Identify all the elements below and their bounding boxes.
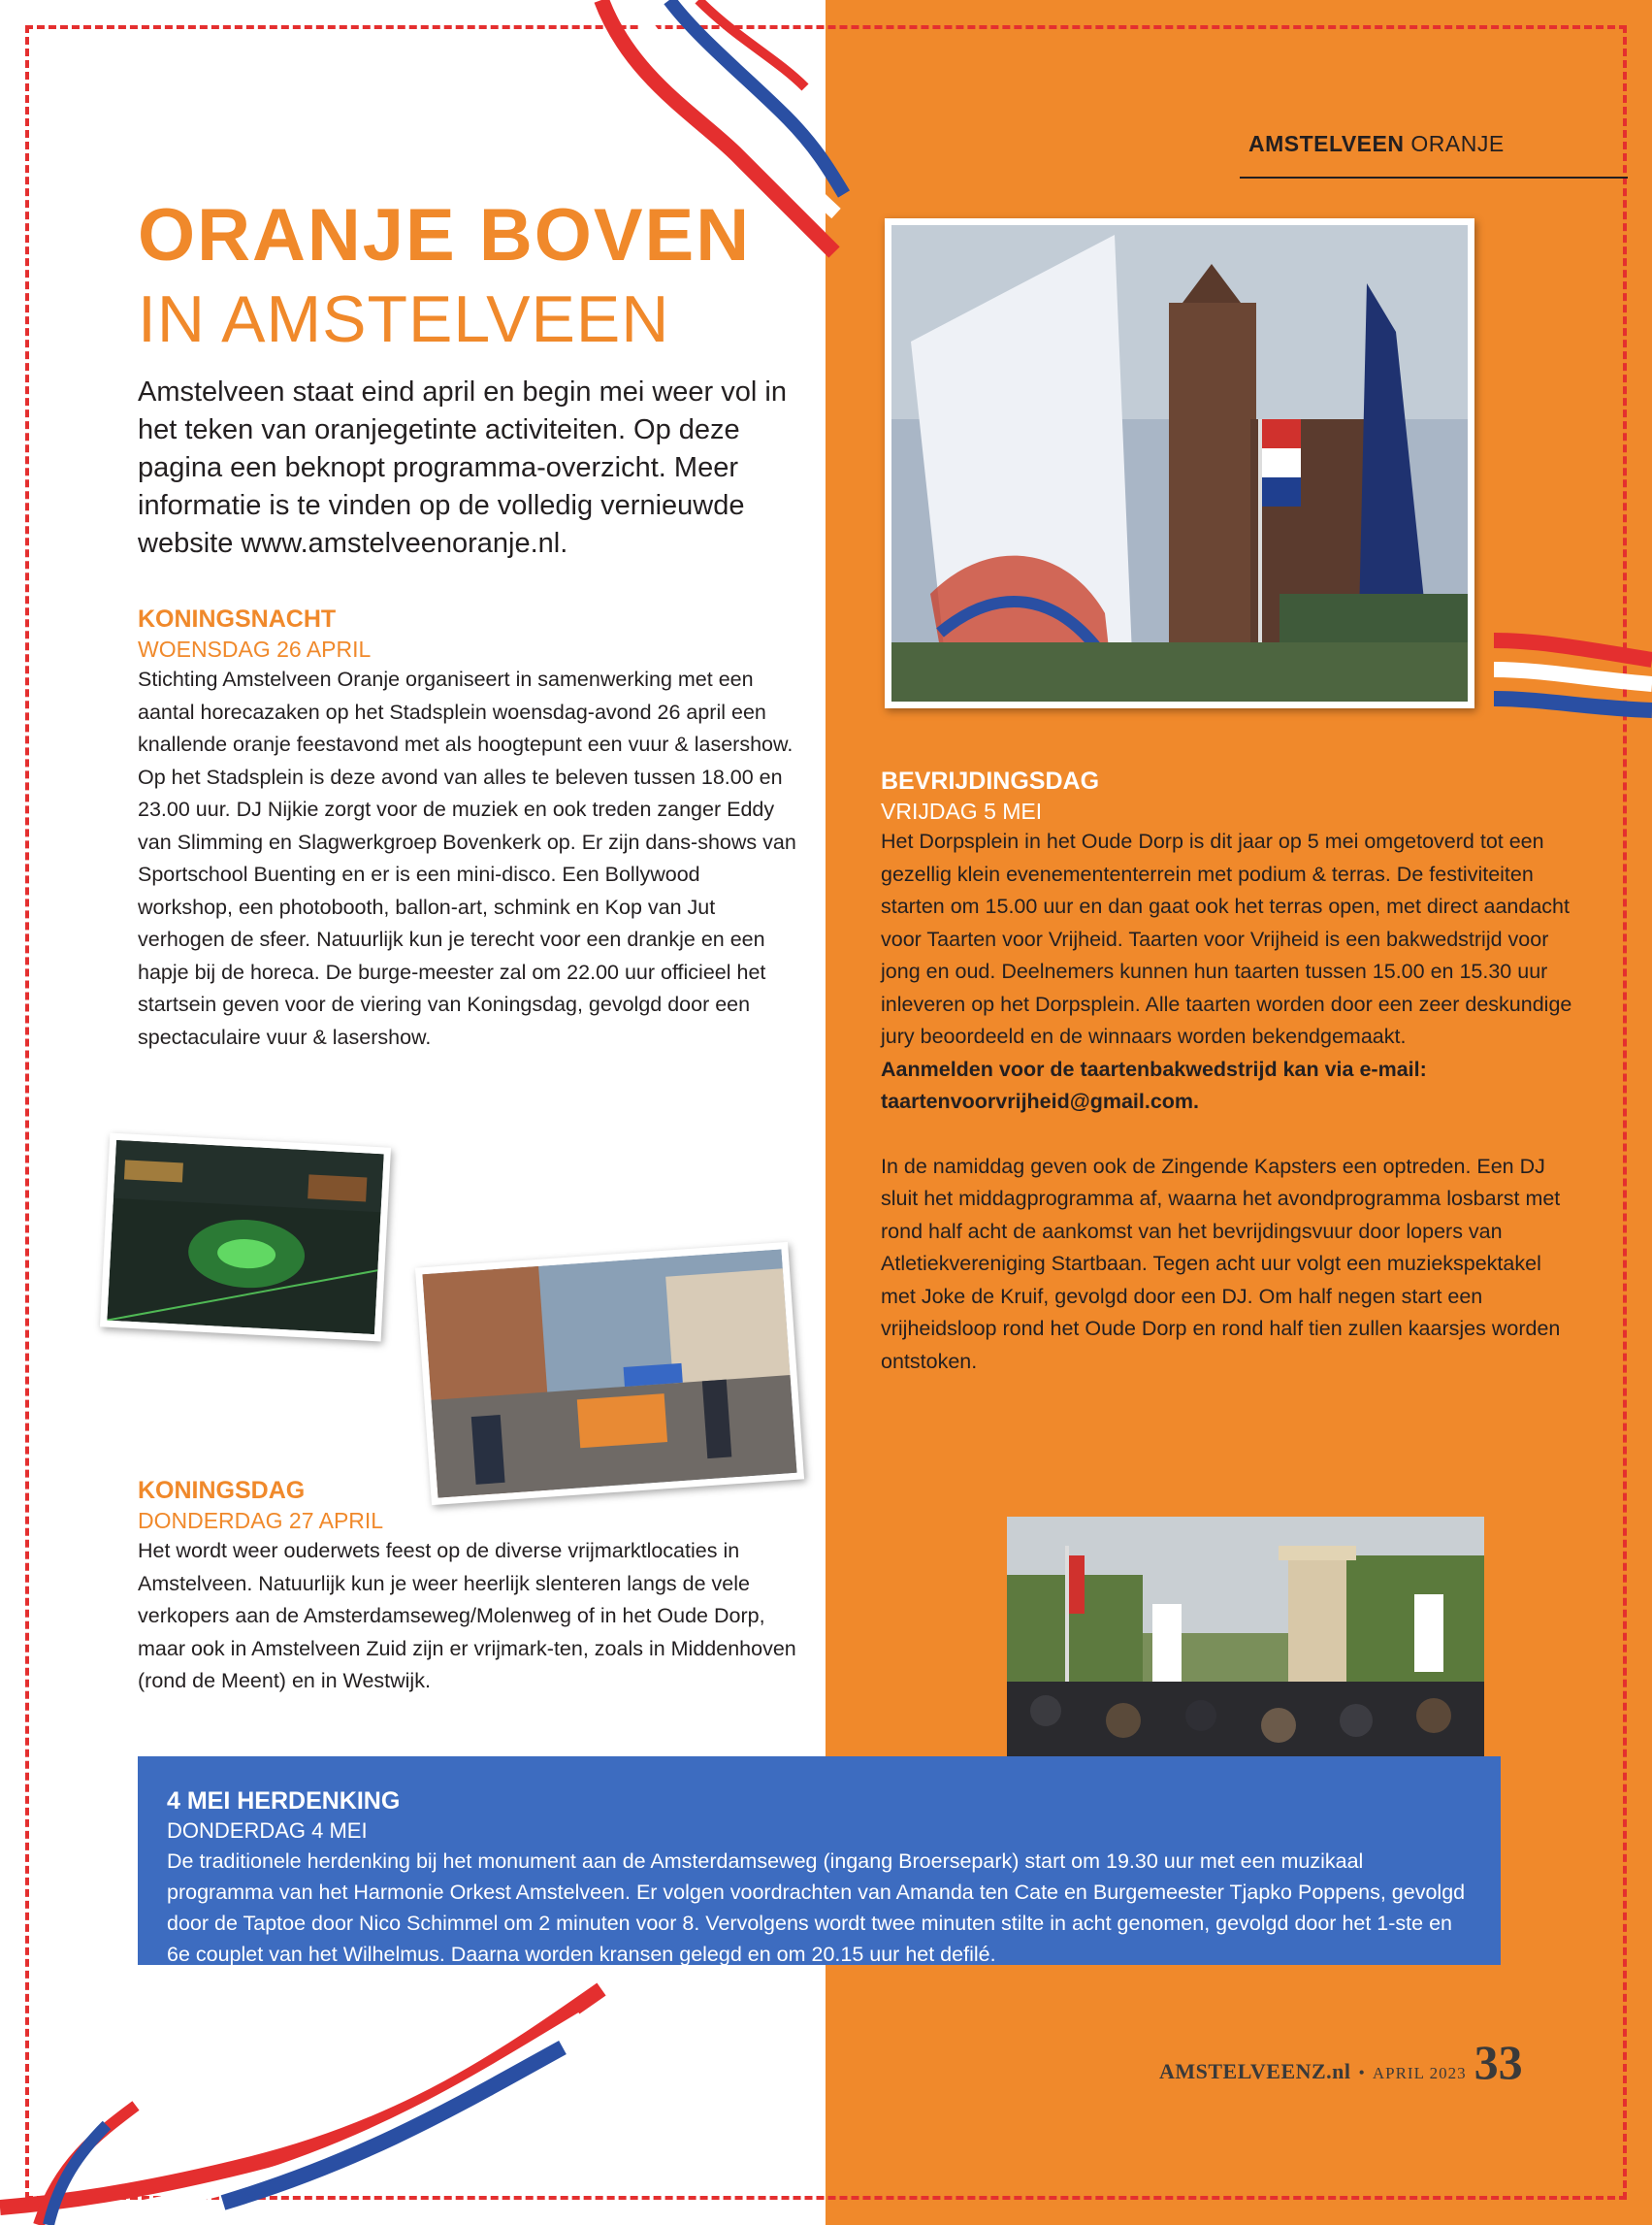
section-label-bold: AMSTELVEEN bbox=[1248, 131, 1405, 156]
footer-separator: • bbox=[1358, 2063, 1365, 2082]
koningsdag-text: Het wordt weer ouderwets feest op de diverse vrijmarktlocaties in Amstelveen. Natuurlijk kun je weer heerlijk slenteren langs de vele verkopers aan de Amsterdamseweg/Molenweg of in het Oude Dorp, maar ook in Amstelveen Zuid zijn er vrijmark-ten, zoals in Middenhoven (rond de Meent) en in Westwijk. bbox=[138, 1539, 796, 1692]
herdenking-title: 4 MEI HERDENKING bbox=[167, 1787, 401, 1815]
bevrijdingsdag-title: BEVRIJDINGSDAG bbox=[881, 768, 1100, 795]
koningsnacht-date: WOENSDAG 26 APRIL bbox=[138, 637, 372, 662]
section-label bbox=[1248, 131, 1505, 157]
footer-brand: AMSTELVEENZ.nl bbox=[1159, 2059, 1351, 2083]
page-number: 33 bbox=[1474, 2035, 1523, 2089]
koningsnacht-text: Stichting Amstelveen Oranje organiseert in samenwerking met een aantal horecazaken op het Stadsplein woensdag-avond 26 april een knallende oranje feestavond met als hoogtepunt een vuur & lasershow. Op het Stadsplein is deze avond van alles te beleven tussen 18.00 en 23.00 uur. DJ Nijkie zorgt voor de muziek en ook treden zanger Eddy van Slimming en Slagwerkgroep Bovenkerk op. Er zijn dans-shows van Sportschool Buenting en er is een mini-disco. Een Bollywood workshop, een photobooth, ballon-art, schmink en Kop van Jut verhogen de sfeer. Natuurlijk kun je terecht voor een drankje en een hapje bij de horeca. De burge-meester zal om 22.00 uur officieel het startsein geven voor de viering van Koningsdag, gevolgd door een spectaculaire vuur & lasershow. bbox=[138, 668, 796, 1049]
bevrijdingsdag-date: VRIJDAG 5 MEI bbox=[881, 799, 1043, 824]
koningsdag-title: KONINGSDAG bbox=[138, 1477, 306, 1504]
herdenking-banner bbox=[138, 1756, 1501, 1965]
herdenking-text: De traditionele herdenking bij het monument aan de Amsterdamseweg (ingang Broersepark) start om 19.30 uur met een muzikaal programma van het Harmonie Orkest Amstelveen. Er volgen voordrachten van Amanda ten Cate en Burgemeester Tjapko Poppens, gevolgd door de Taptoe door Nico Schimmel om 2 minuten voor 8. Vervolgens wordt twee minuten stilte in acht genomen, gevolgd door het 1-ste en 6e couplet van het Wilhelmus. Daarna worden kransen gelegd en om 20.15 uur het defilé. bbox=[167, 1849, 1466, 1966]
taartenbak-signup-text: Aanmelden voor de taartenbakwedstrijd kan via e-mail: taartenvoorvrijheid@gmail.com. bbox=[881, 1057, 1427, 1113]
page-footer bbox=[1159, 2035, 1523, 2089]
koningsdag-section bbox=[138, 1475, 797, 1698]
koningsdag-date: DONDERDAG 27 APRIL bbox=[138, 1508, 384, 1533]
koningsdag-market-photo bbox=[415, 1242, 804, 1505]
page-title-line-2: IN AMSTELVEEN bbox=[138, 282, 670, 356]
koningsnacht-title: KONINGSNACHT bbox=[138, 605, 337, 633]
church-flags-photo bbox=[885, 218, 1474, 708]
bevrijdingsdag-text-2: In de namiddag geven ook de Zingende Kapsters een optreden. Een DJ sluit het middagprogramma af, waarna het avondprogramma losbarst met rond half acht de aankomst van het bevrijdingsvuur door lopers van Atletiekvereniging Startbaan. Tegen acht uur volgt een muziekspektakel met Joke de Kruif, gevolgd door een DJ. Om half negen start een vrijheidsloop rond het Oude Dorp en rond half tien zullen kaarsjes worden ontstoken. bbox=[881, 1154, 1561, 1373]
footer-date: APRIL 2023 bbox=[1372, 2064, 1467, 2082]
bevrijdingsdag-text-1-body: Het Dorpsplein in het Oude Dorp is dit jaar op 5 mei omgetoverd tot een gezellig klein evenemententerrein met podium & terras. De festiviteiten starten om 15.00 uur en dan gaat ook het terras open, met direct aandacht voor Taarten voor Vrijheid. Taarten voor Vrijheid is een bakwedstrijd voor jong en oud. Deelnemers kunnen hun taarten tussen 15.00 en 15.30 uur inleveren op het Dorpsplein. Alle taarten worden door een zeer deskundige jury beoordeeld en de winnaars worden bekendgemaakt. bbox=[881, 830, 1572, 1048]
page-title-line-1: ORANJE BOVEN bbox=[138, 194, 752, 277]
section-rule bbox=[1240, 177, 1628, 179]
intro-paragraph: Amstelveen staat eind april en begin mei weer vol in het teken van oranjegetinte activiteiten. Op deze pagina een beknopt programma-overzicht. Meer informatie is te vinden op de volledig vernieuwde website www.amstelveenoranje.nl. bbox=[138, 376, 787, 559]
koningsnacht-night-photo bbox=[100, 1133, 391, 1342]
herdenking-date: DONDERDAG 4 MEI bbox=[167, 1818, 368, 1843]
koningsnacht-section bbox=[138, 604, 797, 1054]
bevrijdingsdag-section bbox=[881, 766, 1579, 1378]
bevrijdingsdag-text-1 bbox=[881, 826, 1579, 1119]
section-label-regular: ORANJE bbox=[1410, 131, 1505, 156]
